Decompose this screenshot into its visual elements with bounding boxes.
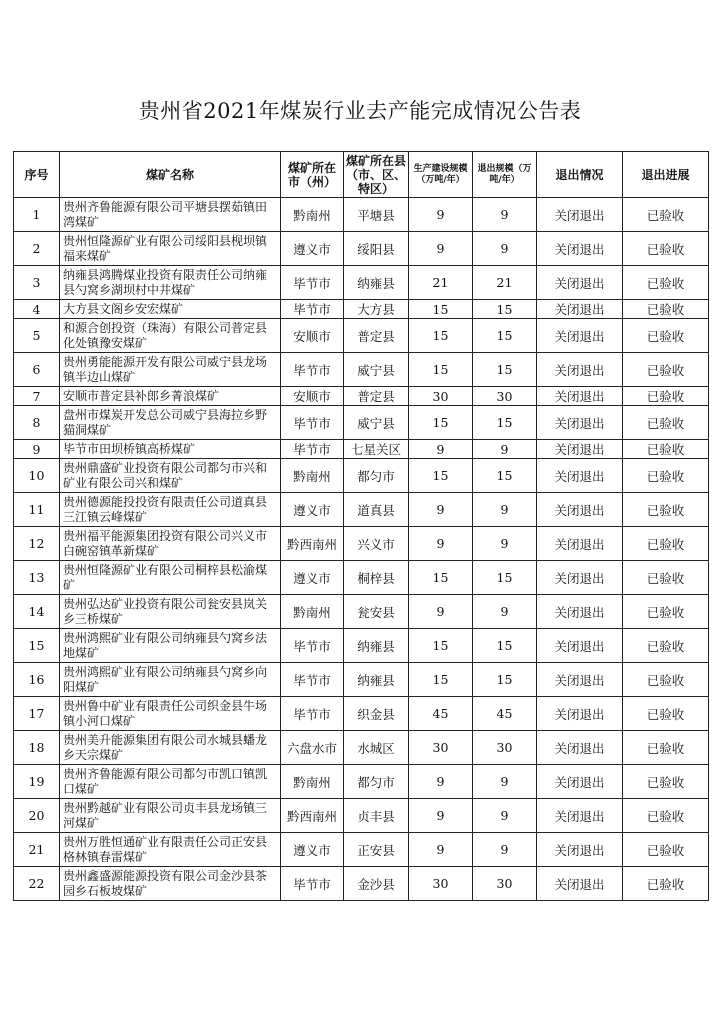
cell-county: 纳雍县	[344, 663, 409, 697]
cell-capacity: 15	[409, 561, 473, 595]
cell-progress: 已验收	[623, 493, 709, 527]
cell-prefecture: 毕节市	[281, 440, 344, 459]
table-row	[14, 867, 709, 901]
cell-name: 贵州鼎盛矿业投资有限公司都匀市兴和矿业有限公司兴和煤矿	[60, 459, 281, 493]
cell-prefecture: 毕节市	[281, 867, 344, 901]
cell-exit-scale: 15	[473, 663, 537, 697]
cell-seq: 21	[14, 833, 60, 867]
table-row	[14, 697, 709, 731]
cell-exit-status: 关闭退出	[537, 266, 623, 300]
cell-exit-scale: 9	[473, 833, 537, 867]
cell-capacity: 9	[409, 493, 473, 527]
cell-seq: 1	[14, 198, 60, 232]
cell-prefecture: 黔西南州	[281, 527, 344, 561]
cell-exit-status: 关闭退出	[537, 765, 623, 799]
cell-capacity: 15	[409, 663, 473, 697]
cell-exit-status: 关闭退出	[537, 697, 623, 731]
cell-exit-scale: 15	[473, 459, 537, 493]
table-row	[14, 731, 709, 765]
cell-seq: 10	[14, 459, 60, 493]
cell-exit-scale: 15	[473, 561, 537, 595]
table-row	[14, 799, 709, 833]
cell-progress: 已验收	[623, 561, 709, 595]
table-row	[14, 833, 709, 867]
header-row	[14, 152, 709, 198]
table-row	[14, 629, 709, 663]
page-title: 贵州省2021年煤炭行业去产能完成情况公告表	[138, 99, 582, 123]
cell-capacity: 9	[409, 799, 473, 833]
cell-capacity: 15	[409, 300, 473, 319]
cell-progress: 已验收	[623, 867, 709, 901]
cell-prefecture: 六盘水市	[281, 731, 344, 765]
cell-progress: 已验收	[623, 198, 709, 232]
cell-exit-status: 关闭退出	[537, 232, 623, 266]
cell-exit-scale: 15	[473, 319, 537, 353]
cell-county: 瓮安县	[344, 595, 409, 629]
cell-progress: 已验收	[623, 300, 709, 319]
cell-exit-status: 关闭退出	[537, 319, 623, 353]
cell-prefecture: 毕节市	[281, 266, 344, 300]
cell-name: 贵州鸿熙矿业有限公司纳雍县勺窝乡向阳煤矿	[60, 663, 281, 697]
cell-seq: 16	[14, 663, 60, 697]
cell-name: 贵州福平能源集团投资有限公司兴义市白碗窑镇革新煤矿	[60, 527, 281, 561]
cell-exit-scale: 21	[473, 266, 537, 300]
cell-exit-scale: 9	[473, 198, 537, 232]
cell-exit-scale: 15	[473, 300, 537, 319]
cell-seq: 20	[14, 799, 60, 833]
cell-name: 贵州美升能源集团有限公司水城县蟠龙乡天宗煤矿	[60, 731, 281, 765]
table-row	[14, 266, 709, 300]
cell-prefecture: 黔西南州	[281, 799, 344, 833]
cell-capacity: 15	[409, 319, 473, 353]
cell-exit-scale: 15	[473, 353, 537, 387]
cell-prefecture: 毕节市	[281, 697, 344, 731]
table-row	[14, 440, 709, 459]
cell-exit-scale: 30	[473, 867, 537, 901]
cell-name: 大方县文阁乡安宏煤矿	[60, 300, 281, 319]
cell-prefecture: 安顺市	[281, 387, 344, 406]
cell-progress: 已验收	[623, 663, 709, 697]
cell-county: 纳雍县	[344, 266, 409, 300]
table-row	[14, 663, 709, 697]
cell-seq: 13	[14, 561, 60, 595]
header-progress: 退出进展	[623, 152, 709, 198]
cell-capacity: 9	[409, 595, 473, 629]
cell-exit-scale: 9	[473, 527, 537, 561]
cell-name: 盘州市煤炭开发总公司威宁县海拉乡野猫洞煤矿	[60, 406, 281, 440]
cell-progress: 已验收	[623, 387, 709, 406]
cell-progress: 已验收	[623, 629, 709, 663]
cell-exit-status: 关闭退出	[537, 353, 623, 387]
cell-county: 都匀市	[344, 765, 409, 799]
cell-seq: 7	[14, 387, 60, 406]
header-exit-status: 退出情况	[537, 152, 623, 198]
cell-exit-status: 关闭退出	[537, 595, 623, 629]
cell-seq: 12	[14, 527, 60, 561]
cell-prefecture: 黔南州	[281, 595, 344, 629]
table-row	[14, 527, 709, 561]
cell-exit-status: 关闭退出	[537, 459, 623, 493]
cell-seq: 18	[14, 731, 60, 765]
cell-county: 纳雍县	[344, 629, 409, 663]
cell-seq: 15	[14, 629, 60, 663]
cell-seq: 3	[14, 266, 60, 300]
cell-name: 和源合创投资（珠海）有限公司普定县化处镇豫安煤矿	[60, 319, 281, 353]
cell-prefecture: 黔南州	[281, 459, 344, 493]
cell-name: 贵州德源能投投资有限责任公司道真县三江镇云峰煤矿	[60, 493, 281, 527]
cell-progress: 已验收	[623, 353, 709, 387]
cell-name: 贵州鑫盛源能源投资有限公司金沙县茶园乡石板坡煤矿	[60, 867, 281, 901]
cell-name: 贵州鸿熙矿业有限公司纳雍县勺窝乡法地煤矿	[60, 629, 281, 663]
cell-capacity: 9	[409, 527, 473, 561]
cell-name: 贵州黔越矿业有限公司贞丰县龙场镇三河煤矿	[60, 799, 281, 833]
cell-county: 水城区	[344, 731, 409, 765]
cell-prefecture: 黔南州	[281, 198, 344, 232]
cell-capacity: 9	[409, 198, 473, 232]
cell-county: 贞丰县	[344, 799, 409, 833]
cell-exit-status: 关闭退出	[537, 387, 623, 406]
cell-progress: 已验收	[623, 731, 709, 765]
cell-prefecture: 毕节市	[281, 629, 344, 663]
cell-exit-status: 关闭退出	[537, 799, 623, 833]
cell-county: 普定县	[344, 387, 409, 406]
header-capacity: 生产建设规模（万吨/年）	[409, 152, 473, 198]
cell-progress: 已验收	[623, 527, 709, 561]
cell-county: 兴义市	[344, 527, 409, 561]
cell-exit-scale: 30	[473, 387, 537, 406]
coal-capacity-table	[13, 151, 709, 901]
cell-exit-status: 关闭退出	[537, 663, 623, 697]
cell-exit-status: 关闭退出	[537, 561, 623, 595]
cell-capacity: 30	[409, 387, 473, 406]
header-prefecture: 煤矿所在市（州）	[281, 152, 344, 198]
cell-capacity: 30	[409, 867, 473, 901]
cell-name: 贵州恒隆源矿业有限公司绥阳县枧坝镇福来煤矿	[60, 232, 281, 266]
cell-exit-scale: 9	[473, 232, 537, 266]
cell-exit-scale: 15	[473, 406, 537, 440]
cell-exit-scale: 9	[473, 799, 537, 833]
header-exit-scale: 退出规模（万吨/年）	[473, 152, 537, 198]
cell-name: 安顺市普定县补郎乡菁浪煤矿	[60, 387, 281, 406]
table-row	[14, 765, 709, 799]
cell-county: 威宁县	[344, 353, 409, 387]
cell-seq: 9	[14, 440, 60, 459]
cell-exit-scale: 9	[473, 765, 537, 799]
cell-exit-scale: 9	[473, 440, 537, 459]
cell-capacity: 15	[409, 459, 473, 493]
cell-name: 贵州弘达矿业投资有限公司瓮安县岚关乡三桥煤矿	[60, 595, 281, 629]
cell-capacity: 15	[409, 629, 473, 663]
cell-progress: 已验收	[623, 697, 709, 731]
cell-county: 金沙县	[344, 867, 409, 901]
cell-county: 正安县	[344, 833, 409, 867]
cell-capacity: 30	[409, 731, 473, 765]
cell-name: 贵州恒隆源矿业有限公司桐梓县松渝煤矿	[60, 561, 281, 595]
cell-exit-scale: 15	[473, 629, 537, 663]
cell-exit-status: 关闭退出	[537, 833, 623, 867]
cell-exit-scale: 9	[473, 493, 537, 527]
cell-county: 大方县	[344, 300, 409, 319]
cell-county: 织金县	[344, 697, 409, 731]
cell-prefecture: 遵义市	[281, 232, 344, 266]
cell-progress: 已验收	[623, 459, 709, 493]
cell-seq: 17	[14, 697, 60, 731]
cell-progress: 已验收	[623, 799, 709, 833]
cell-exit-status: 关闭退出	[537, 300, 623, 319]
cell-prefecture: 毕节市	[281, 406, 344, 440]
cell-progress: 已验收	[623, 765, 709, 799]
cell-progress: 已验收	[623, 406, 709, 440]
cell-exit-status: 关闭退出	[537, 493, 623, 527]
table-row	[14, 387, 709, 406]
cell-exit-scale: 30	[473, 731, 537, 765]
cell-exit-scale: 45	[473, 697, 537, 731]
cell-prefecture: 遵义市	[281, 493, 344, 527]
table-row	[14, 353, 709, 387]
cell-progress: 已验收	[623, 595, 709, 629]
cell-seq: 22	[14, 867, 60, 901]
cell-exit-status: 关闭退出	[537, 406, 623, 440]
header-county: 煤矿所在县（市、区、特区）	[344, 152, 409, 198]
table-row	[14, 406, 709, 440]
cell-capacity: 9	[409, 440, 473, 459]
cell-exit-status: 关闭退出	[537, 629, 623, 663]
cell-progress: 已验收	[623, 833, 709, 867]
cell-capacity: 9	[409, 833, 473, 867]
cell-capacity: 15	[409, 406, 473, 440]
cell-progress: 已验收	[623, 266, 709, 300]
cell-name: 贵州齐鲁能源有限公司都匀市凯口镇凯口煤矿	[60, 765, 281, 799]
cell-exit-status: 关闭退出	[537, 527, 623, 561]
cell-exit-status: 关闭退出	[537, 731, 623, 765]
table-row	[14, 232, 709, 266]
cell-exit-status: 关闭退出	[537, 440, 623, 459]
cell-capacity: 45	[409, 697, 473, 731]
cell-name: 毕节市田坝桥镇高桥煤矿	[60, 440, 281, 459]
cell-seq: 11	[14, 493, 60, 527]
cell-prefecture: 毕节市	[281, 663, 344, 697]
cell-county: 绥阳县	[344, 232, 409, 266]
table-row	[14, 319, 709, 353]
cell-county: 道真县	[344, 493, 409, 527]
cell-prefecture: 毕节市	[281, 300, 344, 319]
cell-county: 七星关区	[344, 440, 409, 459]
cell-progress: 已验收	[623, 232, 709, 266]
cell-prefecture: 遵义市	[281, 561, 344, 595]
cell-name: 贵州鲁中矿业有限责任公司织金县牛场镇小河口煤矿	[60, 697, 281, 731]
cell-prefecture: 遵义市	[281, 833, 344, 867]
cell-seq: 2	[14, 232, 60, 266]
cell-name: 贵州勇能能源开发有限公司威宁县龙场镇半边山煤矿	[60, 353, 281, 387]
cell-name: 纳雍县鸿腾煤业投资有限责任公司纳雍县勺窝乡湖坝村中井煤矿	[60, 266, 281, 300]
cell-seq: 4	[14, 300, 60, 319]
cell-seq: 19	[14, 765, 60, 799]
cell-capacity: 9	[409, 765, 473, 799]
cell-name: 贵州齐鲁能源有限公司平塘县摆茹镇田湾煤矿	[60, 198, 281, 232]
cell-county: 普定县	[344, 319, 409, 353]
cell-county: 桐梓县	[344, 561, 409, 595]
header-name: 煤矿名称	[60, 152, 281, 198]
cell-prefecture: 安顺市	[281, 319, 344, 353]
cell-county: 都匀市	[344, 459, 409, 493]
cell-capacity: 21	[409, 266, 473, 300]
cell-seq: 6	[14, 353, 60, 387]
table-row	[14, 198, 709, 232]
table-row	[14, 459, 709, 493]
cell-county: 平塘县	[344, 198, 409, 232]
cell-county: 威宁县	[344, 406, 409, 440]
cell-exit-scale: 9	[473, 595, 537, 629]
cell-progress: 已验收	[623, 440, 709, 459]
table-row	[14, 493, 709, 527]
cell-exit-status: 关闭退出	[537, 867, 623, 901]
cell-progress: 已验收	[623, 319, 709, 353]
cell-prefecture: 毕节市	[281, 353, 344, 387]
table-row	[14, 300, 709, 319]
cell-seq: 5	[14, 319, 60, 353]
cell-capacity: 9	[409, 232, 473, 266]
cell-capacity: 15	[409, 353, 473, 387]
cell-name: 贵州万胜恒通矿业有限责任公司正安县格林镇春雷煤矿	[60, 833, 281, 867]
cell-prefecture: 黔南州	[281, 765, 344, 799]
cell-seq: 8	[14, 406, 60, 440]
cell-exit-status: 关闭退出	[537, 198, 623, 232]
table-row	[14, 561, 709, 595]
cell-seq: 14	[14, 595, 60, 629]
header-seq: 序号	[14, 152, 60, 198]
table-row	[14, 595, 709, 629]
